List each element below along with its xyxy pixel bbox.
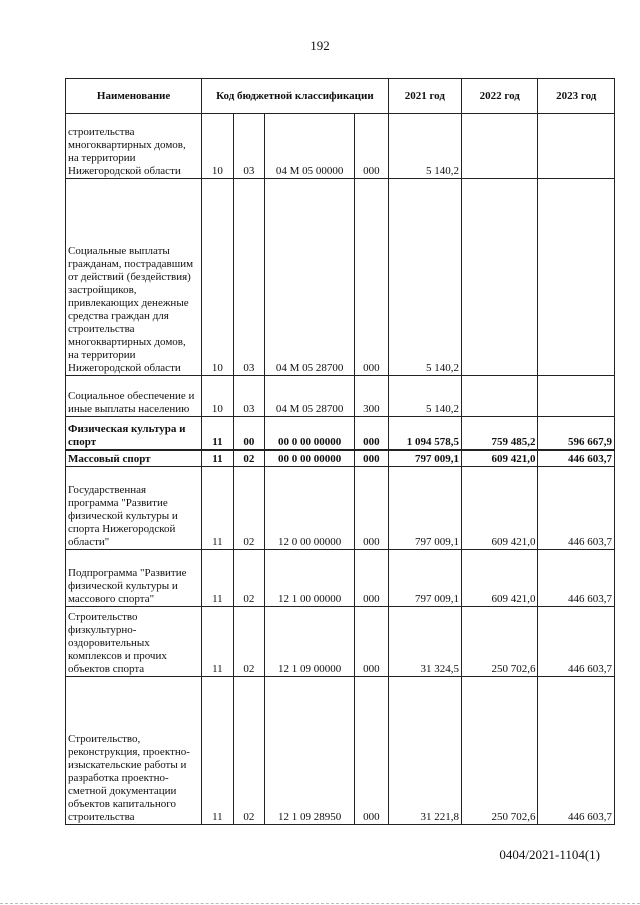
row-section: 10	[202, 376, 233, 417]
row-expense-type: 000	[355, 114, 389, 179]
row-2022: 609 421,0	[461, 467, 537, 550]
row-target-code: 12 0 00 00000	[265, 467, 355, 550]
row-2022	[461, 114, 537, 179]
row-target-code: 00 0 00 00000	[265, 417, 355, 450]
row-name: Социальные выплаты гражданам, пострадавшим от действий (бездействия) застройщиков, привлекающих денежные средства граждан для строительства многоквартирных домов, на территории Нижегородской области	[66, 179, 202, 376]
row-section: 11	[202, 677, 233, 825]
row-target-code: 04 М 05 28700	[265, 179, 355, 376]
row-target-code: 04 М 05 00000	[265, 114, 355, 179]
row-2022	[461, 376, 537, 417]
table-row	[66, 450, 615, 467]
row-expense-type: 000	[355, 677, 389, 825]
header-2023: 2023 год	[538, 79, 615, 114]
row-2021: 5 140,2	[388, 376, 461, 417]
row-subsection: 02	[233, 677, 264, 825]
row-subsection: 03	[233, 114, 264, 179]
row-expense-type: 000	[355, 467, 389, 550]
row-target-code: 00 0 00 00000	[265, 450, 355, 467]
row-section: 11	[202, 607, 233, 677]
header-code: Код бюджетной классификации	[202, 79, 388, 114]
row-name: Строительство, реконструкция, проектно-изыскательские работы и разработка проектно-сметной документации объектов капитального строительства	[66, 677, 202, 825]
row-target-code: 12 1 00 00000	[265, 550, 355, 607]
row-2023	[538, 114, 615, 179]
row-target-code: 12 1 09 00000	[265, 607, 355, 677]
table-row	[66, 677, 615, 825]
row-section: 11	[202, 417, 233, 450]
row-2023: 446 603,7	[538, 607, 615, 677]
row-subsection: 02	[233, 450, 264, 467]
table-row	[66, 550, 615, 607]
row-target-code: 12 1 09 28950	[265, 677, 355, 825]
row-2023: 446 603,7	[538, 467, 615, 550]
row-name: Государственная программа "Развитие физической культуры и спорта Нижегородской области"	[66, 467, 202, 550]
row-2023: 446 603,7	[538, 677, 615, 825]
page-number: 192	[310, 38, 330, 53]
table-row	[66, 417, 615, 450]
row-subsection: 02	[233, 550, 264, 607]
row-2021: 5 140,2	[388, 179, 461, 376]
row-name: Строительство физкультурно-оздоровительных комплексов и прочих объектов спорта	[66, 607, 202, 677]
row-2021: 797 009,1	[388, 550, 461, 607]
header-2022: 2022 год	[461, 79, 537, 114]
row-2022: 250 702,6	[461, 677, 537, 825]
table-row	[66, 467, 615, 550]
row-2023: 446 603,7	[538, 550, 615, 607]
row-expense-type: 000	[355, 179, 389, 376]
row-2021: 797 009,1	[388, 467, 461, 550]
table-row	[66, 607, 615, 677]
row-subsection: 03	[233, 376, 264, 417]
row-2022: 759 485,2	[461, 417, 537, 450]
row-2022: 609 421,0	[461, 550, 537, 607]
row-name: Подпрограмма "Развитие физической культуры и массового спорта"	[66, 550, 202, 607]
row-subsection: 02	[233, 467, 264, 550]
table-row	[66, 376, 615, 417]
row-section: 10	[202, 114, 233, 179]
row-section: 11	[202, 450, 233, 467]
row-2022: 609 421,0	[461, 450, 537, 467]
row-2021: 5 140,2	[388, 114, 461, 179]
row-2023: 446 603,7	[538, 450, 615, 467]
row-2021: 31 221,8	[388, 677, 461, 825]
row-2021: 31 324,5	[388, 607, 461, 677]
header-row	[66, 79, 615, 114]
header-name: Наименование	[66, 79, 202, 114]
row-section: 11	[202, 550, 233, 607]
row-name: Физическая культура и спорт	[66, 417, 202, 450]
row-expense-type: 000	[355, 550, 389, 607]
row-2022: 250 702,6	[461, 607, 537, 677]
table-row	[66, 179, 615, 376]
row-section: 10	[202, 179, 233, 376]
row-expense-type: 000	[355, 450, 389, 467]
row-subsection: 03	[233, 179, 264, 376]
row-2021: 797 009,1	[388, 450, 461, 467]
row-2022	[461, 179, 537, 376]
row-expense-type: 000	[355, 417, 389, 450]
page-edge-divider	[0, 903, 640, 904]
row-expense-type: 000	[355, 607, 389, 677]
row-target-code: 04 М 05 28700	[265, 376, 355, 417]
row-name: строительства многоквартирных домов, на территории Нижегородской области	[66, 114, 202, 179]
table-row	[66, 114, 615, 179]
row-2021: 1 094 578,5	[388, 417, 461, 450]
row-2023	[538, 376, 615, 417]
row-expense-type: 300	[355, 376, 389, 417]
row-2023: 596 667,9	[538, 417, 615, 450]
document-code: 0404/2021-1104(1)	[499, 847, 600, 862]
row-subsection: 00	[233, 417, 264, 450]
row-2023	[538, 179, 615, 376]
row-name: Массовый спорт	[66, 450, 202, 467]
budget-table	[65, 78, 615, 825]
header-2021: 2021 год	[388, 79, 461, 114]
row-subsection: 02	[233, 607, 264, 677]
row-name: Социальное обеспечение и иные выплаты населению	[66, 376, 202, 417]
row-section: 11	[202, 467, 233, 550]
